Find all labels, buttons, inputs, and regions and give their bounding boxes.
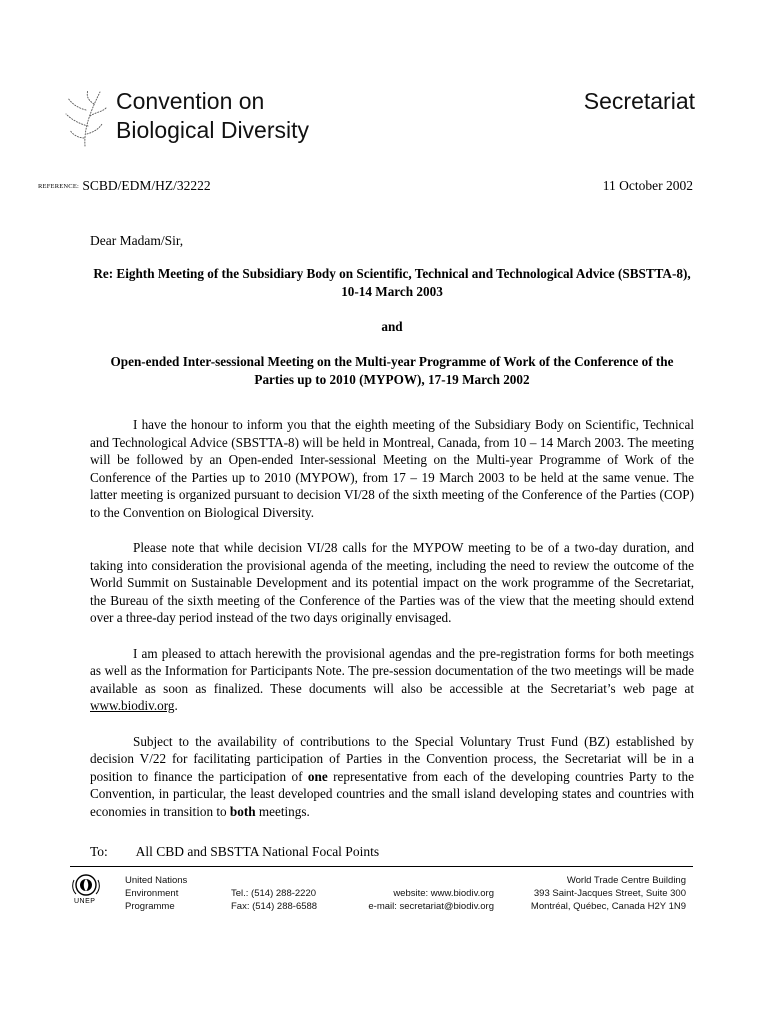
recipients: All CBD and SBSTTA National Focal Points bbox=[135, 844, 380, 859]
address-line-1: World Trade Centre Building bbox=[566, 875, 686, 886]
p3-text: I am pleased to attach herewith the provisional agendas and the pre-registration forms for both meetings as well as the Information for Participants Note. The pre-session documentation of the two meetings will be made available as soon as finalized. These documents will also be accessible at the Secretariat’s web page at bbox=[90, 645, 694, 696]
footer-website[interactable]: website: www.biodiv.org bbox=[393, 888, 494, 899]
p3-end: . bbox=[174, 698, 178, 713]
salutation: Dear Madam/Sir, bbox=[90, 233, 184, 248]
department-title: Secretariat bbox=[583, 88, 695, 114]
body-paragraph-2: Please note that while decision VI/28 calls for the MYPOW meeting to be of a two-day duration, and taking into consideration the provisional agenda of the meeting, including the need to review the outcome of the World Summit on Sustainable Development and its potential impact on the work programme of the Secretariat, the Bureau of the sixth meeting of the Conference of the Parties was of the view that the meeting should extend over a three-day period instead of the two days originally envisaged. bbox=[90, 540, 694, 625]
tel-number: Tel.: (514) 288-2220 bbox=[231, 888, 317, 899]
unep-line-1: United Nations bbox=[125, 875, 188, 886]
p4-text-b: representative from each of the developing countries Party to the Convention, in particular, the least developed countries and the small island developing states and countries with economies in transition to bbox=[90, 768, 694, 819]
fax-number: Fax: (514) 288-6588 bbox=[231, 901, 318, 912]
p4-text-a: Subject to the availability of contributions to the Special Voluntary Trust Fund (BZ) established by decision V/22 for facilitating participation of Parties in the Convention process, the Secretariat will be in a position to finance the participation of bbox=[90, 733, 694, 784]
cbd-leaf-logo-icon bbox=[60, 86, 110, 148]
recipients-row bbox=[90, 844, 379, 860]
reference-label: REFERENCE: bbox=[38, 183, 80, 190]
footer-divider bbox=[70, 866, 693, 867]
org-name-line1: Convention on bbox=[116, 88, 265, 114]
footer-unep-name bbox=[125, 874, 187, 913]
subject-line-1: Re: Eighth Meeting of the Subsidiary Body on Scientific, Technical and Technological Advice (SBSTTA-8), 10-14 March 2003 bbox=[93, 266, 691, 299]
footer-web bbox=[356, 887, 494, 913]
biodiv-website-link[interactable]: www.biodiv.org bbox=[90, 698, 175, 713]
unep-line-2: Environment bbox=[125, 888, 179, 899]
body-paragraph-3 bbox=[90, 645, 694, 715]
footer-phone bbox=[231, 887, 317, 913]
subject-block bbox=[90, 265, 694, 389]
reference-row bbox=[38, 178, 693, 194]
letter-body bbox=[90, 416, 694, 838]
body-paragraph-1: I have the honour to inform you that the eighth meeting of the Subsidiary Body on Scientific, Technical and Technological Advice (SBSTTA-8) will be held in Montreal, Canada, from 10 – 14 March 2003. The meeting will be followed by an Open-ended Inter-sessional Meeting on the Multi-year Programme of Work of the Conference of the Parties up to 2010 (MYPOW), from 17 – 19 March 2003 to be held at the same venue. The latter meeting is organized pursuant to decision VI/28 of the sixth meeting of the Conference of the Parties (COP) to the Convention on Biological Diversity. bbox=[90, 417, 694, 520]
org-name-line2: Biological Diversity bbox=[116, 117, 310, 143]
subject-line-2: Open-ended Inter-sessional Meeting on the Multi-year Programme of Work of the Conference of the Parties up to 2010 (MYPOW), 17-19 March 2002 bbox=[110, 354, 674, 387]
to-label: To: bbox=[90, 844, 108, 859]
address-line-2: 393 Saint-Jacques Street, Suite 300 bbox=[533, 888, 686, 899]
unep-emblem-icon bbox=[70, 872, 106, 912]
reference-number: SCBD/EDM/HZ/32222 bbox=[82, 178, 211, 193]
body-paragraph-4 bbox=[90, 733, 694, 821]
unep-line-3: Programme bbox=[125, 901, 175, 912]
p4-bold-both: both bbox=[229, 803, 256, 819]
p4-bold-one: one bbox=[307, 768, 328, 784]
letter-date: 11 October 2002 bbox=[602, 178, 693, 193]
subject-conjunction: and bbox=[381, 319, 403, 334]
address-line-3: Montréal, Québec, Canada H2Y 1N9 bbox=[530, 901, 686, 912]
footer-email[interactable]: e-mail: secretariat@biodiv.org bbox=[368, 901, 494, 912]
p4-text-c: meetings. bbox=[255, 803, 310, 819]
unep-acronym: UNEP bbox=[74, 898, 96, 905]
footer-address bbox=[505, 874, 686, 913]
organization-name bbox=[116, 87, 309, 145]
